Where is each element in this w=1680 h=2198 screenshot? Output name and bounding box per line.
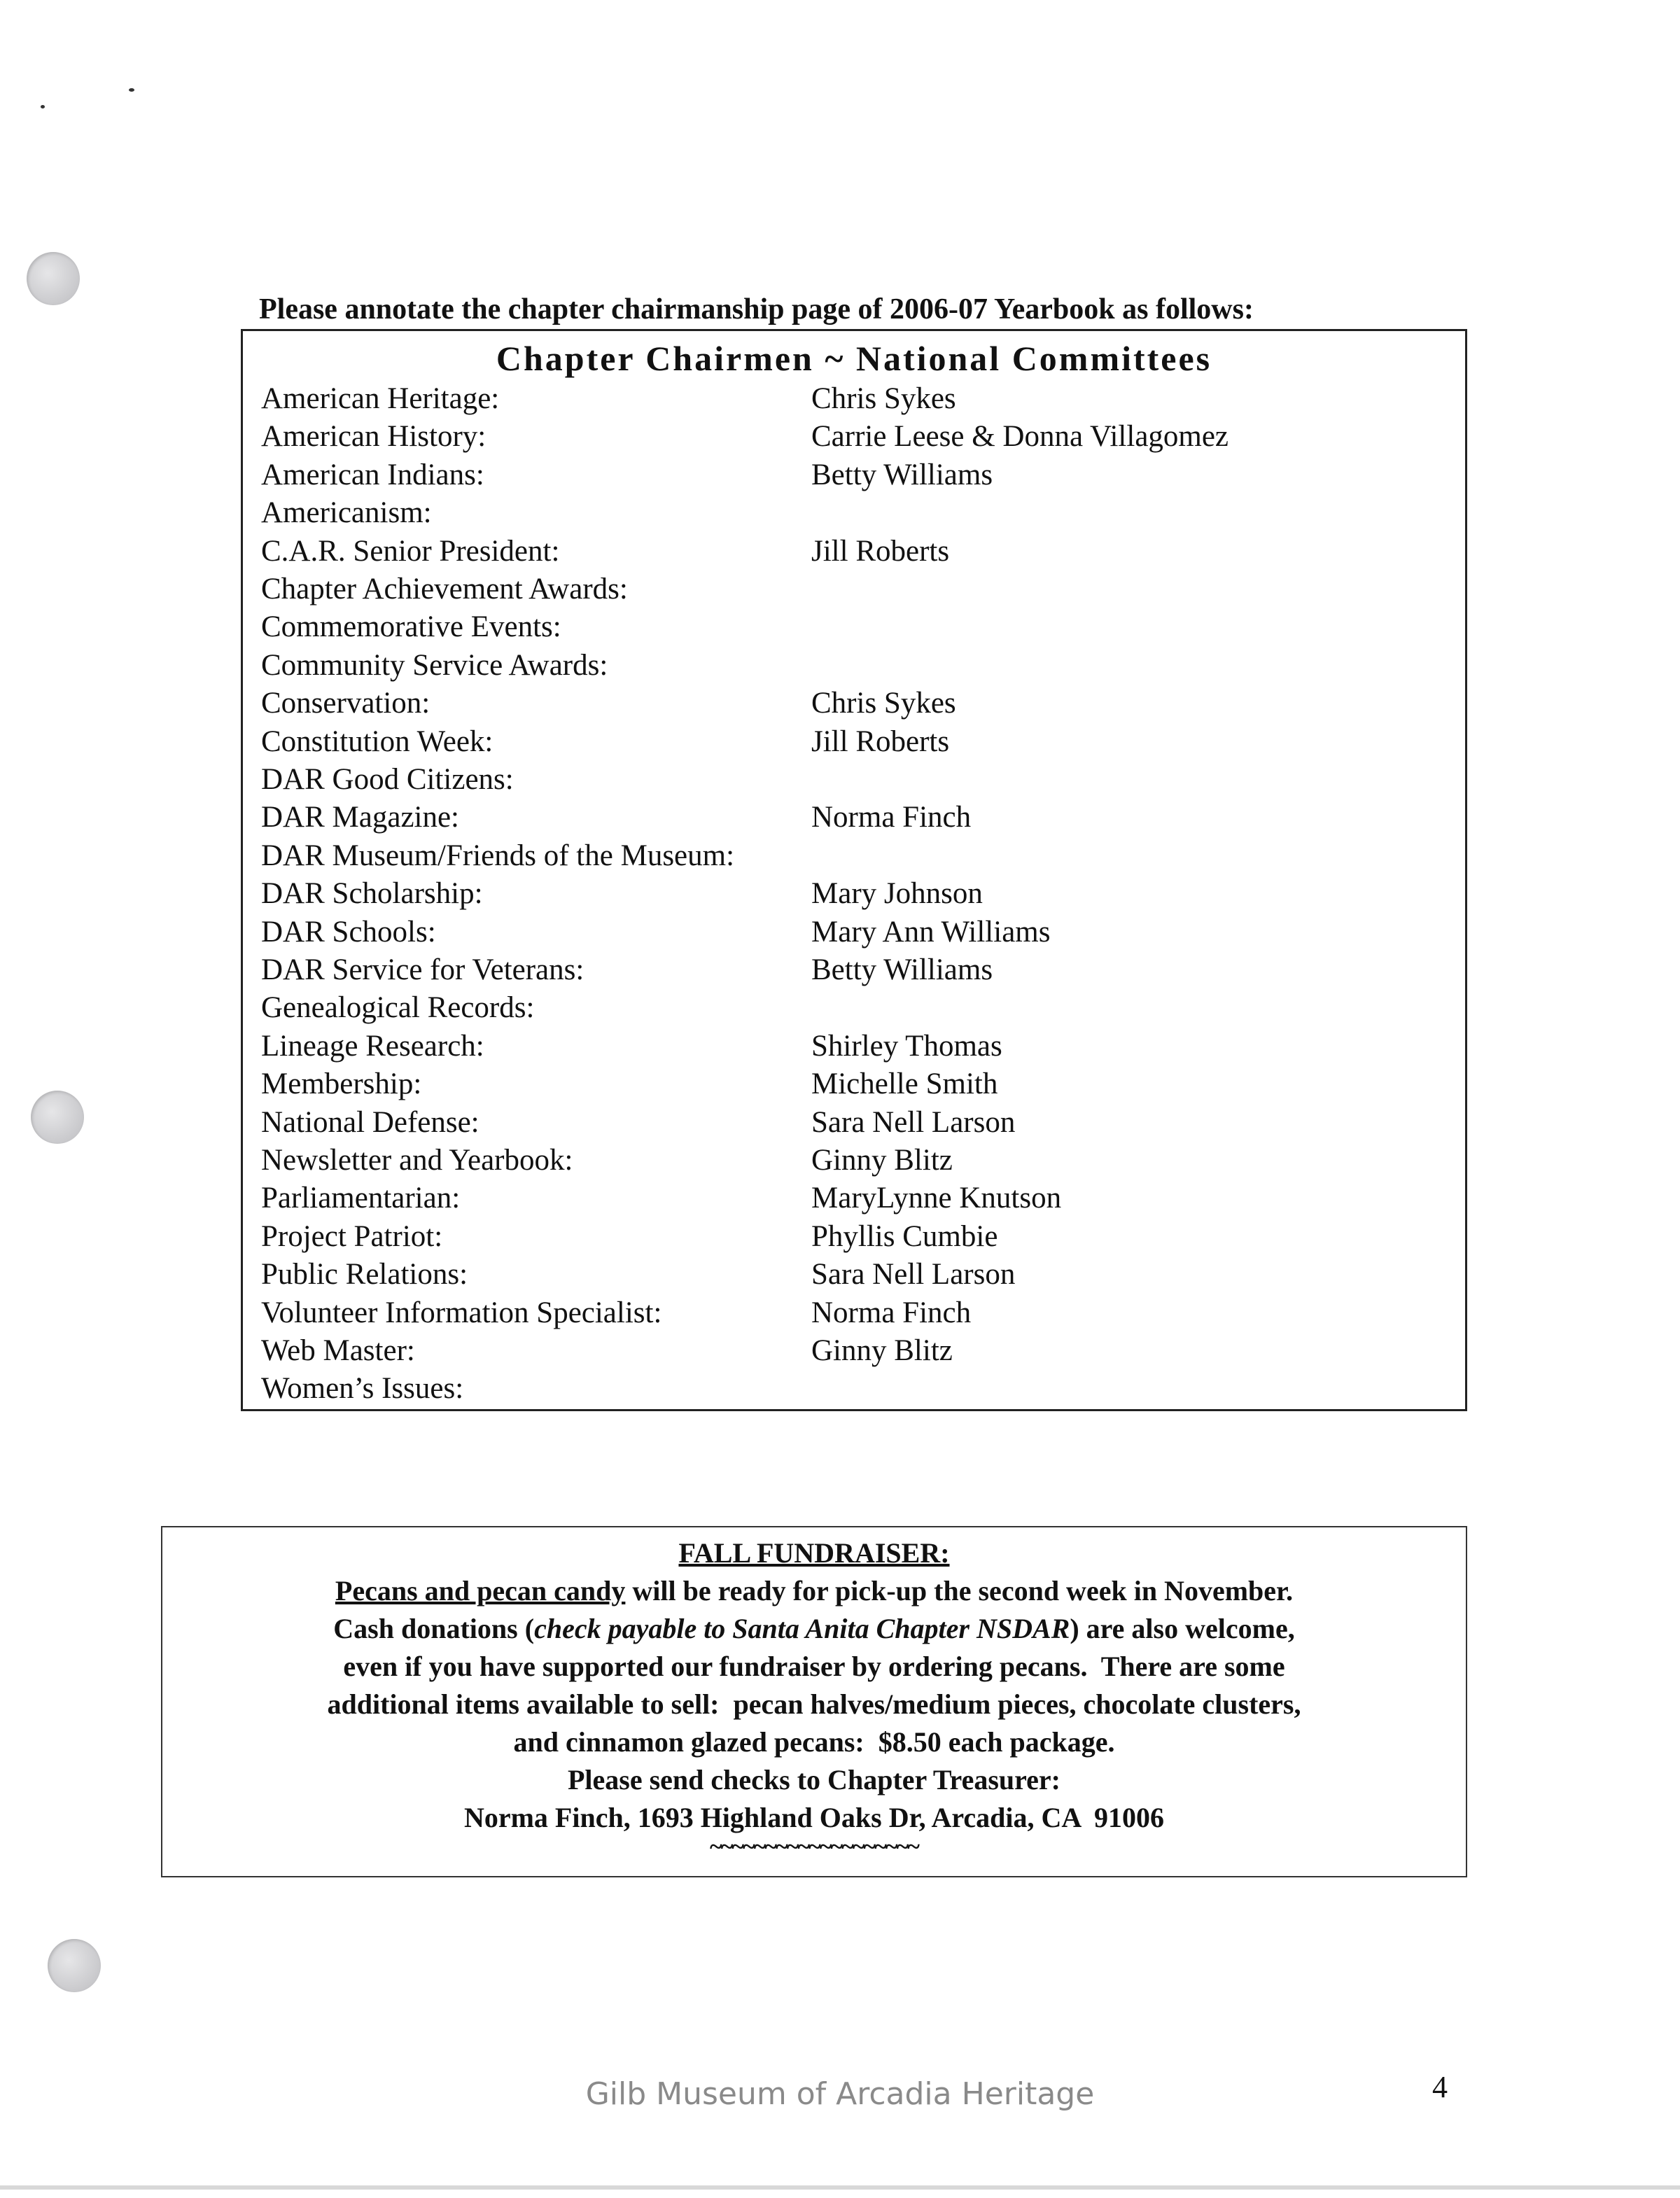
committee-name: C.A.R. Senior President: <box>261 534 560 568</box>
punch-hole-top <box>27 252 80 305</box>
chairman-name: Phyllis Cumbie <box>811 1219 998 1253</box>
committee-name: DAR Schools: <box>261 915 436 948</box>
committee-name: DAR Magazine: <box>261 801 460 834</box>
committee-name: Genealogical Records: <box>261 991 535 1025</box>
fundraiser-line-6: Please send checks to Chapter Treasurer: <box>567 1764 1060 1795</box>
chapter-chairmen-table <box>241 329 1467 1411</box>
chairman-name: Sara Nell Larson <box>811 1105 1016 1139</box>
chairman-name: Chris Sykes <box>811 687 956 720</box>
check-payable-note: check payable to Santa Anita Chapter NSDAR <box>534 1613 1070 1644</box>
pecans-highlight: Pecans and pecan candy <box>335 1575 626 1606</box>
fundraiser-title: FALL FUNDRAISER: <box>678 1537 950 1569</box>
scan-speck <box>129 88 134 92</box>
chairman-name: Sara Nell Larson <box>811 1258 1016 1292</box>
committee-name: Project Patriot: <box>261 1219 443 1253</box>
fall-fundraiser-box <box>161 1526 1467 1877</box>
chairman-name: Ginny Blitz <box>811 1144 953 1177</box>
museum-watermark: Gilb Museum of Arcadia Heritage <box>585 2076 1095 2112</box>
committee-name: Membership: <box>261 1068 422 1101</box>
fundraiser-line-4: additional items available to sell: pecan halves/medium pieces, chocolate clusters, <box>327 1688 1301 1720</box>
committee-name: Web Master: <box>261 1334 415 1367</box>
fundraiser-line-2 <box>162 1610 1466 1648</box>
committee-name: Community Service Awards: <box>261 648 608 682</box>
tilde-ornament: ~~~~~~~~~~~~~~~~~~~ <box>710 1834 918 1860</box>
chairman-name: Mary Johnson <box>811 877 983 911</box>
committee-name: National Defense: <box>261 1105 479 1139</box>
chairman-name: Shirley Thomas <box>811 1029 1002 1063</box>
page-number: 4 <box>1432 2070 1448 2104</box>
punch-hole-middle <box>31 1091 84 1144</box>
chairman-name: Jill Roberts <box>811 534 950 568</box>
chairman-name: Jill Roberts <box>811 724 950 758</box>
chairman-name: Ginny Blitz <box>811 1334 953 1367</box>
committee-name: Chapter Achievement Awards: <box>261 573 628 606</box>
chairman-name: MaryLynne Knutson <box>811 1182 1062 1215</box>
fundraiser-line-2-start: Cash donations ( <box>333 1613 535 1644</box>
chapter-chairmen-title: Chapter Chairmen ~ National Committees <box>496 339 1212 378</box>
chairman-name: Carrie Leese & Donna Villagomez <box>811 420 1229 454</box>
committee-name: Volunteer Information Specialist: <box>261 1296 662 1329</box>
fundraiser-line-1-rest: will be ready for pick-up the second week in November. <box>625 1575 1294 1606</box>
punch-hole-bottom <box>48 1939 101 1992</box>
annotation-instruction: Please annotate the chapter chairmanship page of 2006-07 Yearbook as follows: <box>259 293 1254 326</box>
chairman-name: Chris Sykes <box>811 382 956 415</box>
committee-name: Newsletter and Yearbook: <box>261 1144 573 1177</box>
fundraiser-line-1 <box>162 1572 1466 1610</box>
committee-name: Conservation: <box>261 687 430 720</box>
treasurer-address: Norma Finch, 1693 Highland Oaks Dr, Arcadia, CA 91006 <box>463 1802 1165 1833</box>
chairman-name: Norma Finch <box>811 801 972 834</box>
chairman-name: Betty Williams <box>811 953 993 986</box>
committee-name: American Heritage: <box>261 382 500 415</box>
chairman-name: Michelle Smith <box>811 1068 998 1101</box>
chairman-name: Norma Finch <box>811 1296 972 1329</box>
chairman-name: Betty Williams <box>811 458 993 491</box>
committee-name: American Indians: <box>261 458 484 491</box>
fundraiser-line-2-end: ) are also welcome, <box>1070 1613 1295 1644</box>
scan-edge <box>0 2185 1680 2190</box>
committee-name: DAR Good Citizens: <box>261 763 514 796</box>
committee-name: Constitution Week: <box>261 724 493 758</box>
committee-name: American History: <box>261 420 486 454</box>
committee-name: DAR Museum/Friends of the Museum: <box>261 839 735 872</box>
committee-name: Lineage Research: <box>261 1029 484 1063</box>
committee-name: DAR Service for Veterans: <box>261 953 584 986</box>
committee-name: Parliamentarian: <box>261 1182 461 1215</box>
committee-name: Women’s Issues: <box>261 1372 464 1406</box>
fundraiser-line-5: and cinnamon glazed pecans: $8.50 each package. <box>513 1726 1115 1758</box>
committee-name: Commemorative Events: <box>261 610 561 644</box>
committee-name: Americanism: <box>261 496 432 530</box>
fundraiser-line-3: even if you have supported our fundraiser by ordering pecans. There are some <box>343 1651 1285 1682</box>
chairman-name: Mary Ann Williams <box>811 915 1051 948</box>
scan-speck <box>41 105 45 108</box>
committee-name: DAR Scholarship: <box>261 877 483 911</box>
committee-name: Public Relations: <box>261 1258 468 1292</box>
